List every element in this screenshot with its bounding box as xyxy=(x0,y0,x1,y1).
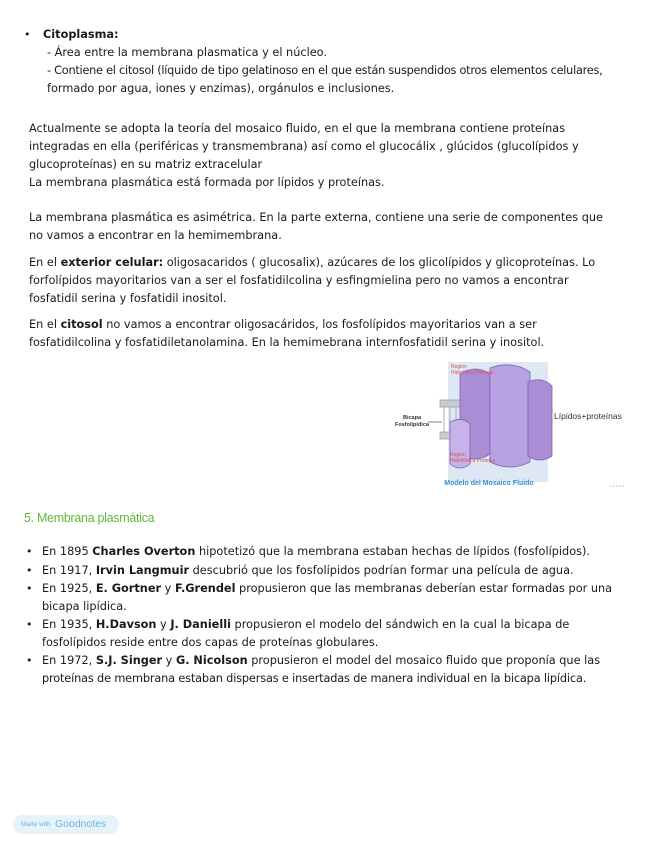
text-line: formado por agua, iones y enzimas), orgánulos e inclusiones. xyxy=(47,82,395,95)
scientist-name: E. Gortner xyxy=(95,582,162,595)
scientist-name: Irvin Langmuir xyxy=(95,564,190,577)
text-span: En 1917, xyxy=(42,564,96,577)
asimetrica-paragraph xyxy=(29,209,629,245)
text-line: forfolípidos mayoritarios van a ser el fosfatidilcolina y esfingmielina pero no vamos a encontrar xyxy=(29,274,569,287)
text-line: integradas en ella (periféricas y transmembrana) así como el glucocálix , glúcidos (glucolípidos y xyxy=(29,140,579,153)
lipidos-proteinas-label: Lípidos+proteínas xyxy=(554,411,622,421)
figure-caption: Modelo del Mosaico Fluido xyxy=(444,480,534,487)
history-item xyxy=(42,652,617,688)
history-item xyxy=(42,580,617,616)
text-line: fosfatidil serina y fosfatidil inositol. xyxy=(29,292,227,305)
scientist-name: J. Danielli xyxy=(170,618,231,631)
bicapa-sublabel: Fosfolipídica xyxy=(395,422,429,428)
text-line: La membrana plasmática es asimétrica. En la parte externa, contiene una serie de componentes que xyxy=(29,211,603,224)
text-line: glucoproteínas) en su matriz extracelular xyxy=(29,158,263,171)
term-bold: exterior celular: xyxy=(60,256,164,269)
exterior-paragraph xyxy=(29,254,629,308)
region-top-sublabel: Hidrofílica Proteica xyxy=(451,370,493,376)
badge-brand-text: Goodnotes xyxy=(55,818,107,830)
bicapa-label: Bicapa xyxy=(402,415,422,421)
text-span: descubrió que los fosfolípidos podrían formar una película de agua. xyxy=(189,564,574,577)
region-bottom-label: Región xyxy=(450,452,466,458)
citoplasma-title: Citoplasma: xyxy=(43,28,119,41)
goodnotes-badge[interactable] xyxy=(13,815,119,834)
text-span: y xyxy=(162,654,176,667)
text-line: - Área entre la membrana plasmatica y el núcleo. xyxy=(47,46,327,59)
text-span: En 1935, xyxy=(42,618,96,631)
text-span: oligosacaridos ( glucosalix), azúcares de los glicolípidos y glicoproteínas. Lo xyxy=(163,256,596,269)
bullet: • xyxy=(26,582,33,595)
bullet: • xyxy=(26,618,33,631)
text-span: propusieron que las membranas deberían estar formadas por una xyxy=(235,582,613,595)
citoplasma-block xyxy=(43,26,643,98)
text-span: propusieron el modelo del sándwich en la cual la bicapa de xyxy=(230,618,570,631)
mosaico-paragraph xyxy=(29,120,629,192)
text-span: En el xyxy=(29,256,61,269)
text-span: En 1895 xyxy=(42,545,93,558)
citosol-paragraph xyxy=(29,316,629,352)
text-span: En el xyxy=(29,318,61,331)
scientist-name: S.J. Singer xyxy=(95,654,163,667)
scientist-name: F.Grendel xyxy=(174,582,236,595)
bullet: • xyxy=(24,28,31,41)
badge-small-text: Made with xyxy=(21,821,51,828)
region-bottom-sublabel: Hidrofóbica Proteica xyxy=(450,458,496,464)
text-line: fosfolípidos reside entre dos capas de proteínas globulares. xyxy=(42,636,379,649)
text-line: fosfatidilcolina y fosfatidiletanolamina. En la hemimebrana internfosfatidil serina y inositol. xyxy=(29,336,545,349)
text-span: no vamos a encontrar oligosacáridos, los fosfolípidos mayoritarios van a ser xyxy=(102,318,537,331)
section-heading: 5. Membrana plasmática xyxy=(24,511,155,525)
text-line: La membrana plasmática está formada por lípidos y proteínas. xyxy=(29,176,385,189)
bullet: • xyxy=(26,654,33,667)
text-span: y xyxy=(156,618,171,631)
text-line: no vamos a encontrar en la hemimembrana. xyxy=(29,229,282,242)
scientist-name: Charles Overton xyxy=(92,545,196,558)
text-span: En 1972, xyxy=(42,654,96,667)
history-item xyxy=(42,562,617,580)
mosaic-model-figure xyxy=(378,360,648,495)
text-line: Actualmente se adopta la teoría del mosaico fluido, en el que la membrana contiene proteínas xyxy=(29,122,566,135)
term-bold: citosol xyxy=(60,318,103,331)
history-item xyxy=(42,543,617,561)
bullet: • xyxy=(26,564,33,577)
text-span: y xyxy=(161,582,175,595)
history-item xyxy=(42,616,617,652)
text-span: propusieron el model del mosaico fluido que proponía que las xyxy=(247,654,601,667)
region-top-label: Región xyxy=(451,364,467,370)
bullet: • xyxy=(26,545,33,558)
text-span: hipotetizó que la membrana estaban hechas de lípidos (fosfolípidos). xyxy=(195,545,591,558)
text-line: bicapa lipídica. xyxy=(42,600,127,613)
text-line: proteínas de membrana estaban dispersas e insertadas de manera individual en la bicapa lipídica. xyxy=(42,672,587,685)
text-line: - Contiene el citosol (líquido de tipo gelatinoso en el que están suspendidos otros elementos celulares, xyxy=(47,64,603,77)
scientist-name: G. Nicolson xyxy=(175,654,248,667)
text-span: En 1925, xyxy=(42,582,96,595)
scientist-name: H.Davson xyxy=(95,618,157,631)
